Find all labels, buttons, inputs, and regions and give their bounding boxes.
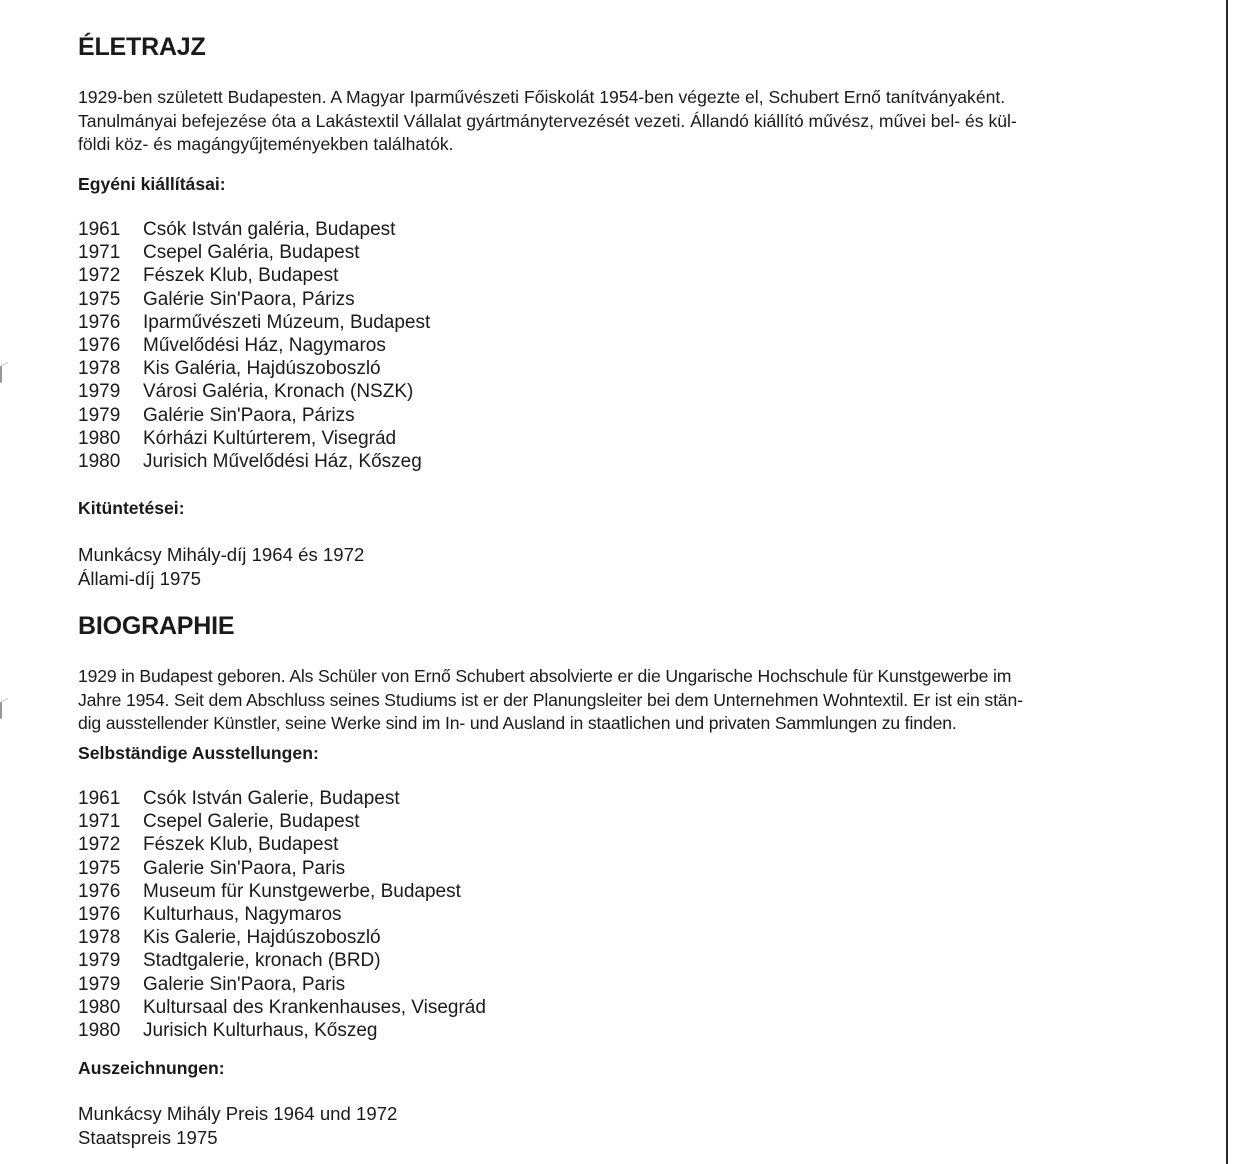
exhibition-year: 1976	[78, 311, 121, 333]
list-item	[78, 787, 1150, 810]
exhibition-year: 1972	[78, 834, 121, 856]
exhibition-place: Csepel Galerie, Budapest	[143, 811, 360, 833]
exhibition-place: Galérie Sin'Paora, Párizs	[143, 288, 355, 310]
de-awards-heading: Auszeichnungen:	[78, 1058, 225, 1078]
exhibition-year: 1976	[78, 335, 121, 357]
exhibition-place: Fészek Klub, Budapest	[143, 834, 339, 856]
list-item	[78, 264, 1150, 287]
award-item: Munkácsy Mihály Preis 1964 und 1972	[78, 1103, 398, 1124]
exhibition-place: Fészek Klub, Budapest	[143, 265, 339, 287]
exhibition-year: 1979	[78, 381, 121, 403]
list-item	[78, 357, 1150, 380]
list-item	[78, 903, 1150, 926]
exhibition-place: Kultursaal des Krankenhauses, Visegrád	[143, 996, 486, 1018]
list-item	[78, 380, 1150, 403]
list-item	[78, 810, 1150, 833]
exhibition-place: Kis Galerie, Hajdúszoboszló	[143, 927, 381, 949]
exhibition-year: 1976	[78, 880, 121, 902]
exhibition-year: 1979	[78, 973, 121, 995]
exhibition-place: Museum für Kunstgewerbe, Budapest	[143, 880, 461, 902]
exhibition-year: 1980	[78, 427, 121, 449]
exhibition-place: Jurisich Kulturhaus, Kőszeg	[143, 1020, 378, 1042]
exhibition-place: Kórházi Kultúrterem, Visegrád	[143, 427, 397, 449]
exhibition-place: Jurisich Művelődési Ház, Kőszeg	[143, 451, 422, 473]
list-item	[78, 949, 1150, 972]
exhibition-place: Stadtgalerie, kronach (BRD)	[143, 950, 381, 972]
exhibition-place: Kis Galéria, Hajdúszoboszló	[143, 358, 381, 380]
exhibition-place: Csepel Galéria, Budapest	[143, 242, 360, 264]
exhibition-year: 1980	[78, 1020, 121, 1042]
list-item	[78, 218, 1150, 241]
exhibition-year: 1972	[78, 265, 121, 287]
exhibition-year: 1979	[78, 950, 121, 972]
de-exhibitions-heading: Selbständige Ausstellungen:	[78, 743, 319, 763]
exhibition-year: 1980	[78, 451, 121, 473]
de-exhibitions-list	[78, 787, 1150, 1042]
exhibition-year: 1978	[78, 358, 121, 380]
exhibition-year: 1961	[78, 788, 121, 809]
exhibition-place: Galérie Sin'Paora, Párizs	[143, 404, 355, 426]
exhibition-place: Csók István Galerie, Budapest	[143, 788, 400, 809]
list-item	[78, 311, 1150, 334]
exhibition-place: Művelődési Ház, Nagymaros	[143, 335, 386, 357]
award-item: Staatspreis 1975	[78, 1126, 218, 1148]
award-item: Állami-díj 1975	[78, 567, 201, 589]
list-item	[78, 450, 1150, 473]
list-item	[78, 833, 1150, 856]
de-awards	[78, 1102, 1150, 1149]
hu-awards	[78, 543, 1150, 590]
list-item	[78, 926, 1150, 949]
exhibition-year: 1975	[78, 288, 121, 310]
scan-mark	[0, 698, 8, 720]
hu-bio-line: földi köz- és magángyűjteményekben találhatók.	[78, 134, 454, 154]
scan-mark	[0, 362, 8, 384]
list-item	[78, 404, 1150, 427]
de-bio-line: dig ausstellender Künstler, seine Werke sind im In- und Ausland in staatlichen und privaten Sammlungen zu finden.	[78, 713, 957, 733]
exhibition-place: Iparművészeti Múzeum, Budapest	[143, 311, 431, 333]
exhibition-place: Csók István galéria, Budapest	[143, 219, 396, 240]
list-item	[78, 1019, 1150, 1042]
hu-bio-line: Tanulmányai befejezése óta a Lakástextil Vállalat gyártmánytervezését vezeti. Állandó kiállító művész, művei bel- és kül-	[78, 110, 1017, 131]
list-item	[78, 996, 1150, 1019]
exhibition-year: 1976	[78, 904, 121, 926]
exhibition-place: Galerie Sin'Paora, Paris	[143, 857, 346, 879]
de-bio-line: Jahre 1954. Seit dem Abschluss seines Studiums ist er der Planungsleiter bei dem Unternehmen Wohntextil. Er ist ein stän-	[78, 689, 1023, 710]
exhibition-year: 1971	[78, 811, 121, 833]
exhibition-year: 1979	[78, 404, 121, 426]
exhibition-year: 1961	[78, 219, 121, 240]
hu-awards-heading: Kitüntetései:	[78, 498, 185, 518]
award-item: Munkácsy Mihály-díj 1964 és 1972	[78, 544, 365, 565]
page-edge-line	[1226, 0, 1228, 1164]
list-item	[78, 857, 1150, 880]
hu-bio-line: 1929-ben született Budapesten. A Magyar Iparművészeti Főiskolát 1954-ben végezte el, Schubert Ernő tanítványaként.	[78, 87, 1006, 107]
exhibition-year: 1978	[78, 927, 121, 949]
list-item	[78, 288, 1150, 311]
hu-exhibitions-list	[78, 218, 1150, 473]
exhibition-place: Városi Galéria, Kronach (NSZK)	[143, 381, 414, 403]
exhibition-year: 1980	[78, 996, 121, 1018]
exhibition-place: Galerie Sin'Paora, Paris	[143, 973, 346, 995]
list-item	[78, 334, 1150, 357]
hu-bio	[78, 86, 1150, 157]
list-item	[78, 427, 1150, 450]
exhibition-place: Kulturhaus, Nagymaros	[143, 904, 342, 926]
hu-title: ÉLETRAJZ	[78, 33, 206, 61]
hu-exhibitions-heading: Egyéni kiállításai:	[78, 174, 226, 194]
list-item	[78, 241, 1150, 264]
exhibition-year: 1971	[78, 242, 121, 264]
de-bio-line: 1929 in Budapest geboren. Als Schüler von Ernő Schubert absolvierte er die Ungarische Hochschule für Kunstgewerbe im	[78, 666, 1012, 686]
exhibition-year: 1975	[78, 857, 121, 879]
list-item	[78, 973, 1150, 996]
de-title: BIOGRAPHIE	[78, 612, 235, 640]
list-item	[78, 880, 1150, 903]
de-bio	[78, 665, 1150, 736]
